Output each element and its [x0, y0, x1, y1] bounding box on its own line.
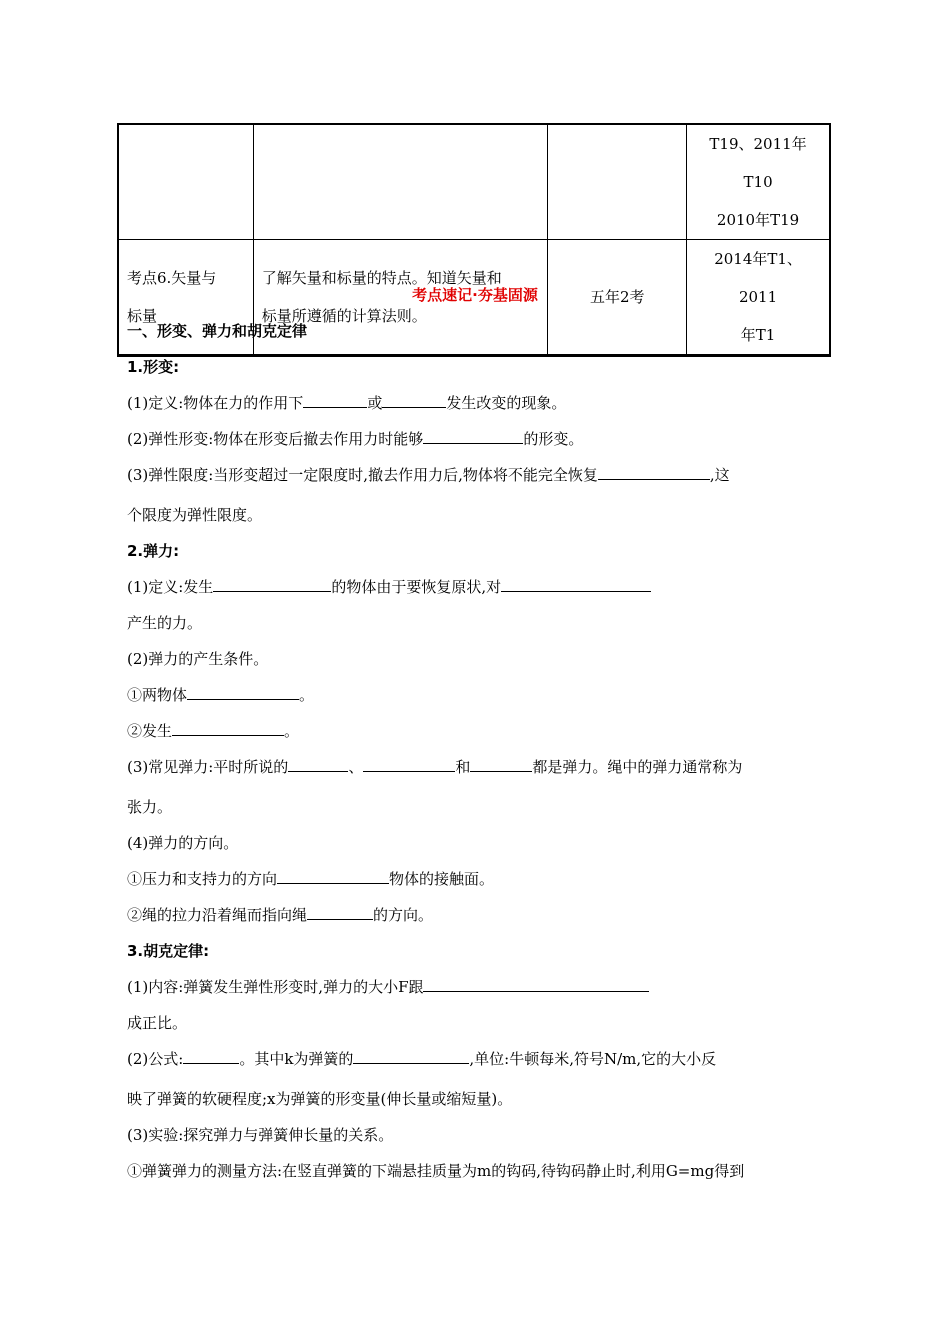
subheading: 1.形变:: [127, 358, 180, 376]
fill-blank: [307, 905, 373, 920]
paragraph-line: 成正比。: [127, 1014, 188, 1032]
paragraph-line: [127, 904, 433, 925]
table-cell: [687, 124, 830, 240]
text: (3)常见弹力:平时所说的: [127, 758, 289, 776]
text: ①两物体: [127, 686, 188, 704]
text: ,单位:牛顿每米,符号N/m,它的大小反: [469, 1050, 717, 1068]
subheading: 2.弹力:: [127, 542, 180, 560]
cell-line: T19、2011年T10: [709, 135, 807, 191]
text: 都是弹力。绳中的弹力通常称为: [532, 758, 743, 776]
text: 和: [455, 758, 471, 776]
text: 物体的接触面。: [389, 870, 495, 888]
text: 或: [367, 394, 383, 412]
fill-blank: [213, 577, 331, 592]
text: (2)公式:: [127, 1050, 184, 1068]
fill-blank: [382, 393, 446, 408]
text: 。: [299, 686, 315, 704]
fill-blank: [470, 757, 532, 772]
text: (1)定义:物体在力的作用下: [127, 394, 304, 412]
text: 。其中k为弹簧的: [239, 1050, 354, 1068]
text: (2)弹性形变:物体在形变后撤去作用力时能够: [127, 430, 424, 448]
fill-blank: [353, 1049, 469, 1064]
paragraph-line: (3)实验:探究弹力与弹簧伸长量的关系。: [127, 1126, 394, 1144]
fill-blank: [423, 429, 523, 444]
table-row: [118, 124, 830, 240]
fill-blank: [598, 465, 710, 480]
text: 、: [348, 758, 364, 776]
fill-blank: [501, 577, 651, 592]
cell-line: 2014年T1、2011: [714, 250, 802, 306]
paragraph-line: (2)弹力的产生条件。: [127, 650, 269, 668]
paragraph-line: (4)弹力的方向。: [127, 834, 239, 852]
table-cell: 五年2考: [548, 240, 687, 356]
paragraph-line: [127, 756, 742, 777]
fill-blank: [277, 869, 389, 884]
table-cell: [253, 124, 548, 240]
text: ②发生: [127, 722, 173, 740]
fill-blank: [363, 757, 455, 772]
paragraph-line: [127, 576, 651, 597]
text: ①压力和支持力的方向: [127, 870, 278, 888]
fill-blank: [187, 685, 299, 700]
text: 的方向。: [373, 906, 434, 924]
paragraph-line: [127, 684, 314, 705]
subheading: 3.胡克定律:: [127, 942, 210, 960]
paragraph-line: [127, 428, 583, 449]
cell-line: 了解矢量和标量的特点。知道矢量和: [261, 269, 502, 287]
paragraph-line: 张力。: [127, 798, 173, 816]
fill-blank: [183, 1049, 239, 1064]
text: (3)弹性限度:当形变超过一定限度时,撤去作用力后,物体将不能完全恢复: [127, 466, 598, 484]
text: ,这: [709, 466, 730, 484]
cell-line: 考点6.矢量与: [127, 269, 217, 287]
cell-line: 年T1: [740, 326, 776, 344]
fill-blank: [288, 757, 348, 772]
paragraph-line: ①弹簧弹力的测量方法:在竖直弹簧的下端悬挂质量为m的钩码,待钩码静止时,利用G=mg得到: [127, 1162, 745, 1180]
cell-line: 标量: [127, 307, 158, 325]
cell-line: 2010年T19: [716, 211, 800, 229]
text: (1)内容:弹簧发生弹性形变时,弹力的大小F跟: [127, 978, 424, 996]
table-cell: [118, 124, 253, 240]
paragraph-line: [127, 976, 649, 997]
paragraph-line: 产生的力。: [127, 614, 203, 632]
paragraph-line: [127, 868, 494, 889]
fill-blank: [172, 721, 284, 736]
table-cell: [548, 124, 687, 240]
text: (1)定义:发生: [127, 578, 214, 596]
text: 的形变。: [523, 430, 584, 448]
text: 发生改变的现象。: [446, 394, 567, 412]
paragraph-line: 个限度为弹性限度。: [127, 506, 263, 524]
paragraph-line: [127, 392, 566, 413]
text: 。: [284, 722, 300, 740]
cell-line: 标量所遵循的计算法则。: [261, 307, 427, 325]
paragraph-line: [127, 464, 730, 485]
paragraph-line: 映了弹簧的软硬程度;x为弹簧的形变量(伸长量或缩短量)。: [127, 1090, 513, 1108]
heading: 一、形变、弹力和胡克定律: [127, 322, 308, 340]
text: ②绳的拉力沿着绳而指向绳: [127, 906, 308, 924]
fill-blank: [303, 393, 367, 408]
paragraph-line: [127, 1048, 716, 1069]
text: 的物体由于要恢复原状,对: [331, 578, 502, 596]
fill-blank: [423, 977, 649, 992]
section-title: 考点速记·夯基固源: [412, 286, 538, 304]
paragraph-line: [127, 720, 299, 741]
